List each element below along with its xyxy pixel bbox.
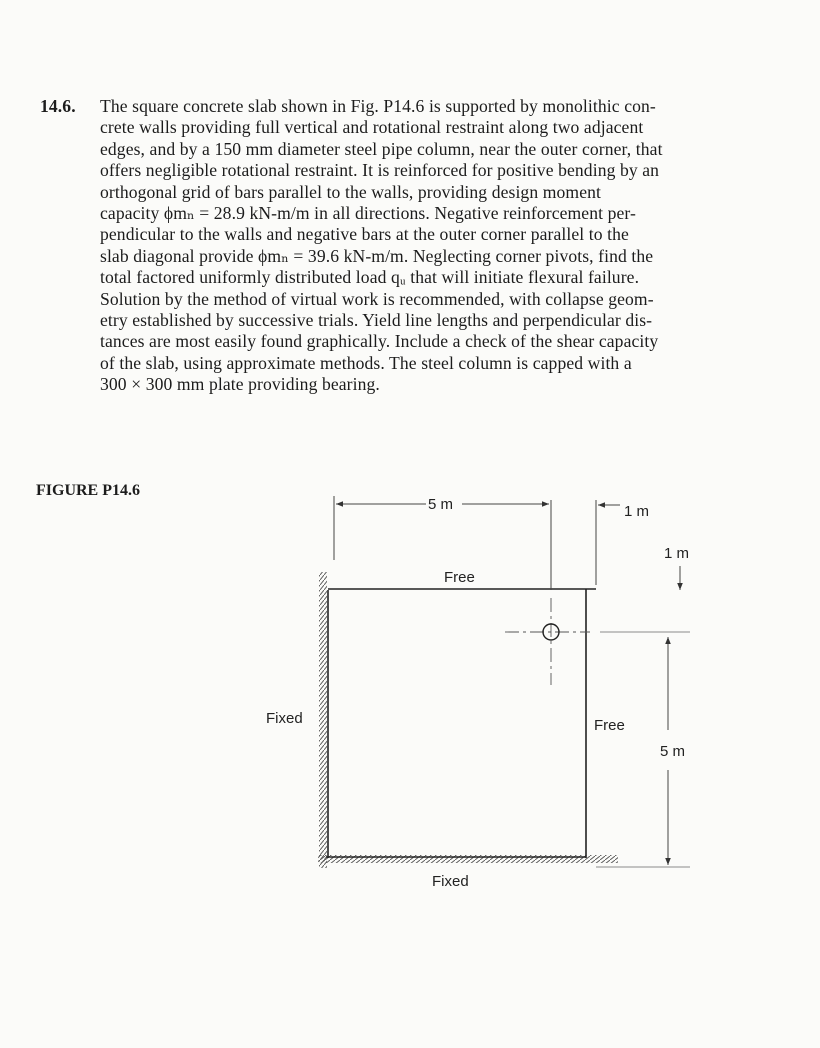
problem-line: pendicular to the walls and negative bars at the outer corner parallel to the (100, 224, 629, 245)
problem-line: slab diagonal provide ϕmₙ = 39.6 kN-m/m. Neglecting corner pivots, find the (100, 245, 654, 266)
edge-top-label: Free (444, 569, 475, 586)
left-wall-hatch (319, 572, 327, 868)
dim-5m-top-label: 5 m (428, 496, 454, 513)
edge-right-label: Free (594, 717, 625, 734)
dim-5m-right-label: 5 m (660, 743, 686, 760)
figure-caption: FIGURE P14.6 (36, 482, 140, 499)
problem-line: Solution by the method of virtual work is recommended, with collapse geom- (100, 288, 654, 309)
problem-line: 300 × 300 mm plate providing bearing. (100, 374, 380, 395)
problem-line: of the slab, using approximate methods. The steel column is capped with a (100, 352, 632, 373)
problem-line: edges, and by a 150 mm diameter steel pipe column, near the outer corner, that (100, 138, 663, 159)
dim-1m-top-label: 1 m (624, 503, 650, 520)
problem-number: 14.6. (40, 96, 76, 116)
problem-line: offers negligible rotational restraint. It is reinforced for positive bending by an (100, 160, 660, 181)
edge-bottom-label: Fixed (432, 873, 469, 890)
problem-line: crete walls providing full vertical and rotational restraint along two adjacent (100, 117, 644, 138)
dim-1m-right-label: 1 m (664, 545, 690, 562)
problem-line: etry established by successive trials. Yield line lengths and perpendicular dis- (100, 310, 653, 331)
problem-line: The square concrete slab shown in Fig. P14.6 is supported by monolithic con- (100, 96, 656, 116)
problem-line: total factored uniformly distributed load qᵤ that will initiate flexural failure. (100, 267, 640, 288)
problem-line: tances are most easily found graphically. Include a check of the shear capacity (100, 331, 659, 352)
edge-left-label: Fixed (266, 710, 303, 727)
problem-line: orthogonal grid of bars parallel to the walls, providing design moment (100, 181, 601, 202)
problem-line: capacity ϕmₙ = 28.9 kN-m/m in all directions. Negative reinforcement per- (100, 203, 636, 224)
